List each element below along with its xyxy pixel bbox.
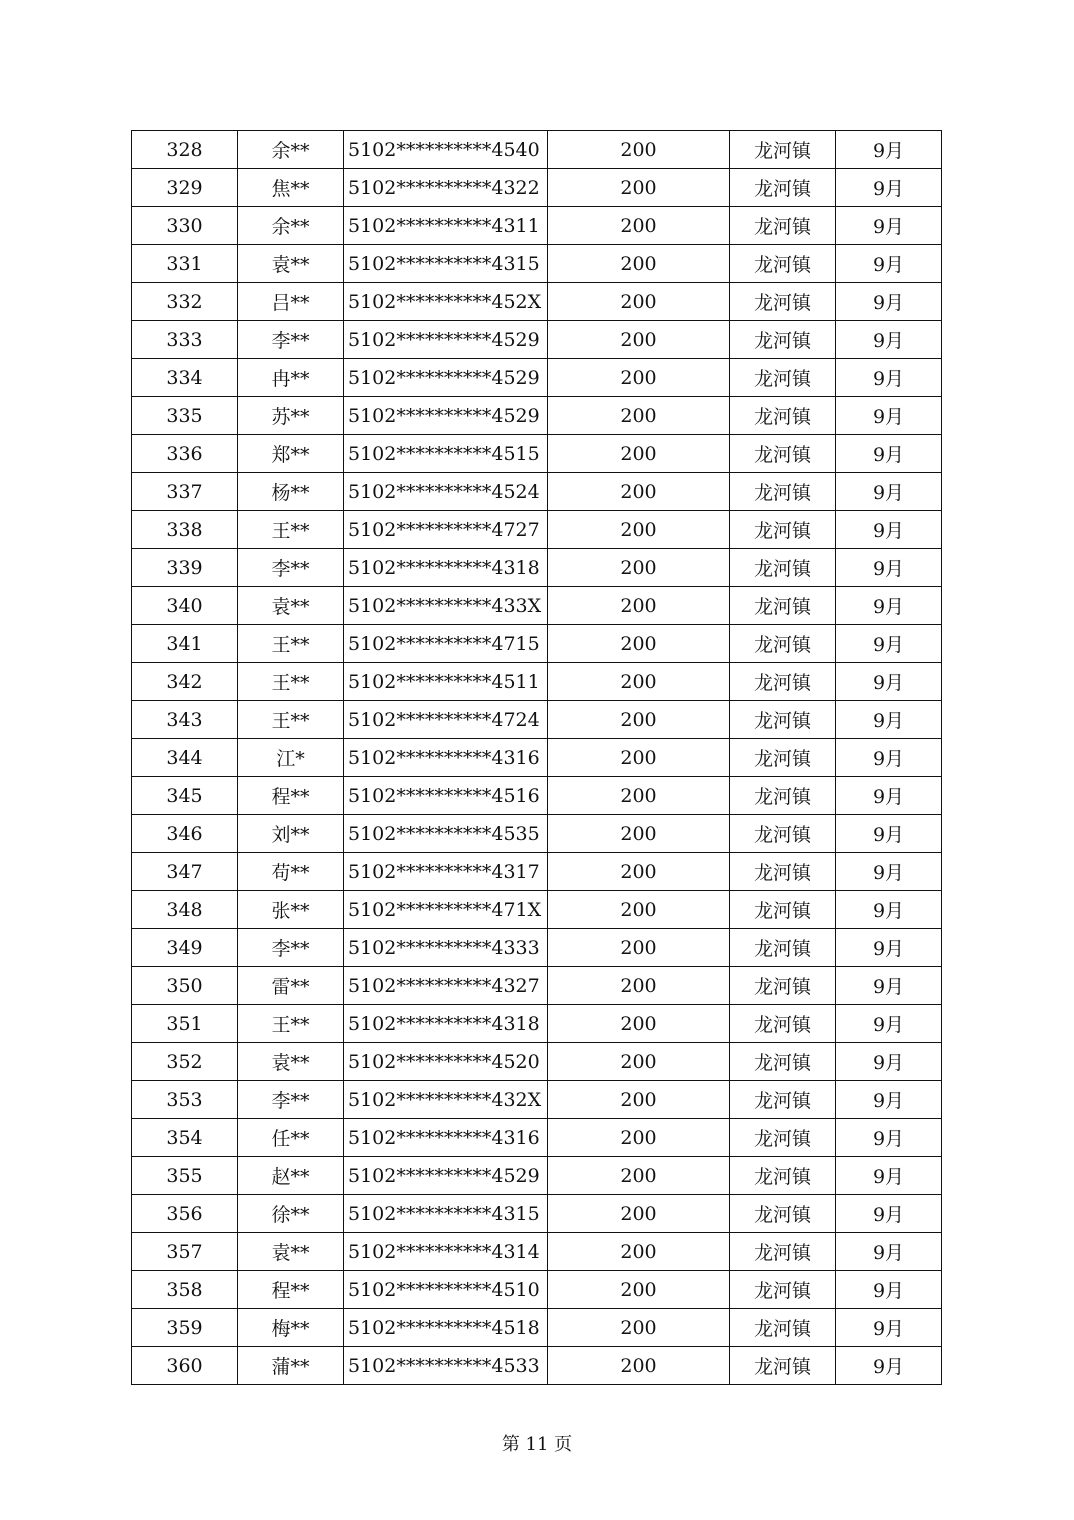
table-row [132,587,942,625]
cell-town: 龙河镇 [730,929,836,967]
cell-id-number: 5102**********4524 [344,473,548,511]
cell-town: 龙河镇 [730,1347,836,1385]
cell-amount: 200 [548,435,730,473]
table-row [132,435,942,473]
cell-serial-number: 359 [132,1309,238,1347]
cell-id-number: 5102**********4315 [344,245,548,283]
cell-month: 9月 [836,473,942,511]
table-row [132,701,942,739]
cell-town: 龙河镇 [730,1081,836,1119]
cell-amount: 200 [548,777,730,815]
cell-serial-number: 344 [132,739,238,777]
cell-amount: 200 [548,1005,730,1043]
cell-serial-number: 353 [132,1081,238,1119]
cell-month: 9月 [836,1271,942,1309]
cell-id-number: 5102**********4311 [344,207,548,245]
cell-name: 雷** [238,967,344,1005]
cell-town: 龙河镇 [730,853,836,891]
cell-name: 李** [238,321,344,359]
table-row [132,131,942,169]
cell-town: 龙河镇 [730,1043,836,1081]
page-number: 第 11 页 [501,1434,573,1455]
cell-name: 苟** [238,853,344,891]
cell-name: 吕** [238,283,344,321]
table-row [132,777,942,815]
table-row [132,321,942,359]
table-row [132,549,942,587]
cell-name: 袁** [238,245,344,283]
table-row [132,359,942,397]
cell-month: 9月 [836,1005,942,1043]
cell-name: 李** [238,549,344,587]
cell-town: 龙河镇 [730,1309,836,1347]
cell-id-number: 5102**********4314 [344,1233,548,1271]
cell-town: 龙河镇 [730,435,836,473]
cell-id-number: 5102**********4327 [344,967,548,1005]
table-row [132,1233,942,1271]
cell-amount: 200 [548,663,730,701]
cell-id-number: 5102**********4727 [344,511,548,549]
cell-town: 龙河镇 [730,1005,836,1043]
cell-name: 苏** [238,397,344,435]
table-row [132,397,942,435]
cell-amount: 200 [548,397,730,435]
cell-amount: 200 [548,245,730,283]
cell-amount: 200 [548,815,730,853]
cell-month: 9月 [836,397,942,435]
cell-serial-number: 328 [132,131,238,169]
cell-name: 江* [238,739,344,777]
cell-name: 任** [238,1119,344,1157]
cell-month: 9月 [836,739,942,777]
cell-month: 9月 [836,701,942,739]
cell-amount: 200 [548,511,730,549]
cell-town: 龙河镇 [730,587,836,625]
cell-amount: 200 [548,1157,730,1195]
cell-id-number: 5102**********471X [344,891,548,929]
cell-month: 9月 [836,815,942,853]
cell-month: 9月 [836,625,942,663]
cell-name: 李** [238,929,344,967]
cell-id-number: 5102**********4529 [344,321,548,359]
cell-id-number: 5102**********4511 [344,663,548,701]
roster-body [132,131,942,1385]
cell-id-number: 5102**********433X [344,587,548,625]
cell-id-number: 5102**********4529 [344,1157,548,1195]
cell-month: 9月 [836,663,942,701]
table-row [132,1347,942,1385]
cell-name: 王** [238,511,344,549]
cell-amount: 200 [548,1233,730,1271]
table-row [132,739,942,777]
cell-id-number: 5102**********4322 [344,169,548,207]
cell-amount: 200 [548,1195,730,1233]
cell-month: 9月 [836,1347,942,1385]
cell-name: 余** [238,207,344,245]
cell-serial-number: 345 [132,777,238,815]
cell-name: 徐** [238,1195,344,1233]
cell-id-number: 5102**********4529 [344,359,548,397]
cell-id-number: 5102**********4529 [344,397,548,435]
cell-serial-number: 329 [132,169,238,207]
table-row [132,891,942,929]
cell-amount: 200 [548,1081,730,1119]
cell-amount: 200 [548,169,730,207]
cell-town: 龙河镇 [730,321,836,359]
cell-town: 龙河镇 [730,169,836,207]
cell-town: 龙河镇 [730,739,836,777]
table-row [132,853,942,891]
cell-amount: 200 [548,1347,730,1385]
cell-amount: 200 [548,739,730,777]
cell-serial-number: 338 [132,511,238,549]
cell-serial-number: 357 [132,1233,238,1271]
cell-town: 龙河镇 [730,1157,836,1195]
cell-name: 王** [238,701,344,739]
cell-amount: 200 [548,1309,730,1347]
cell-serial-number: 342 [132,663,238,701]
cell-name: 蒲** [238,1347,344,1385]
cell-month: 9月 [836,1157,942,1195]
cell-town: 龙河镇 [730,397,836,435]
cell-town: 龙河镇 [730,207,836,245]
roster-table [131,130,942,1385]
cell-name: 袁** [238,1043,344,1081]
cell-name: 王** [238,663,344,701]
table-row [132,473,942,511]
cell-id-number: 5102**********4535 [344,815,548,853]
cell-id-number: 5102**********4518 [344,1309,548,1347]
cell-serial-number: 356 [132,1195,238,1233]
cell-amount: 200 [548,1271,730,1309]
cell-name: 梅** [238,1309,344,1347]
cell-month: 9月 [836,283,942,321]
cell-serial-number: 334 [132,359,238,397]
cell-amount: 200 [548,625,730,663]
cell-id-number: 5102**********4715 [344,625,548,663]
table-row [132,929,942,967]
cell-month: 9月 [836,321,942,359]
cell-town: 龙河镇 [730,1233,836,1271]
cell-town: 龙河镇 [730,511,836,549]
cell-id-number: 5102**********4724 [344,701,548,739]
cell-town: 龙河镇 [730,701,836,739]
cell-name: 郑** [238,435,344,473]
cell-amount: 200 [548,131,730,169]
cell-id-number: 5102**********4510 [344,1271,548,1309]
cell-month: 9月 [836,1233,942,1271]
cell-name: 张** [238,891,344,929]
table-row [132,511,942,549]
cell-id-number: 5102**********4316 [344,1119,548,1157]
cell-serial-number: 354 [132,1119,238,1157]
cell-name: 王** [238,1005,344,1043]
cell-town: 龙河镇 [730,1271,836,1309]
table-row [132,967,942,1005]
cell-town: 龙河镇 [730,549,836,587]
cell-town: 龙河镇 [730,359,836,397]
cell-name: 余** [238,131,344,169]
cell-id-number: 5102**********4318 [344,1005,548,1043]
cell-month: 9月 [836,1119,942,1157]
table-row [132,1081,942,1119]
cell-serial-number: 346 [132,815,238,853]
cell-amount: 200 [548,207,730,245]
cell-name: 程** [238,777,344,815]
cell-id-number: 5102**********4315 [344,1195,548,1233]
cell-id-number: 5102**********4520 [344,1043,548,1081]
cell-name: 焦** [238,169,344,207]
cell-serial-number: 343 [132,701,238,739]
cell-serial-number: 332 [132,283,238,321]
cell-name: 袁** [238,1233,344,1271]
cell-name: 李** [238,1081,344,1119]
cell-serial-number: 355 [132,1157,238,1195]
cell-town: 龙河镇 [730,283,836,321]
cell-serial-number: 340 [132,587,238,625]
cell-id-number: 5102**********452X [344,283,548,321]
cell-amount: 200 [548,283,730,321]
cell-serial-number: 350 [132,967,238,1005]
cell-name: 袁** [238,587,344,625]
cell-month: 9月 [836,207,942,245]
cell-serial-number: 348 [132,891,238,929]
cell-town: 龙河镇 [730,967,836,1005]
cell-month: 9月 [836,435,942,473]
cell-amount: 200 [548,473,730,511]
cell-amount: 200 [548,321,730,359]
cell-town: 龙河镇 [730,245,836,283]
cell-month: 9月 [836,853,942,891]
table-row [132,283,942,321]
cell-month: 9月 [836,891,942,929]
cell-month: 9月 [836,1309,942,1347]
cell-amount: 200 [548,1043,730,1081]
cell-town: 龙河镇 [730,815,836,853]
cell-serial-number: 349 [132,929,238,967]
cell-id-number: 5102**********4317 [344,853,548,891]
table-row [132,207,942,245]
cell-serial-number: 339 [132,549,238,587]
cell-serial-number: 341 [132,625,238,663]
cell-month: 9月 [836,777,942,815]
cell-month: 9月 [836,169,942,207]
cell-month: 9月 [836,1043,942,1081]
cell-serial-number: 330 [132,207,238,245]
cell-serial-number: 351 [132,1005,238,1043]
cell-month: 9月 [836,245,942,283]
cell-month: 9月 [836,587,942,625]
cell-month: 9月 [836,929,942,967]
cell-amount: 200 [548,853,730,891]
table-row [132,1157,942,1195]
cell-amount: 200 [548,359,730,397]
cell-town: 龙河镇 [730,891,836,929]
cell-amount: 200 [548,701,730,739]
table-row [132,1195,942,1233]
cell-name: 赵** [238,1157,344,1195]
cell-month: 9月 [836,549,942,587]
cell-serial-number: 352 [132,1043,238,1081]
cell-month: 9月 [836,131,942,169]
table-row [132,1043,942,1081]
cell-id-number: 5102**********4533 [344,1347,548,1385]
cell-town: 龙河镇 [730,625,836,663]
cell-id-number: 5102**********4333 [344,929,548,967]
cell-id-number: 5102**********4540 [344,131,548,169]
cell-amount: 200 [548,891,730,929]
cell-serial-number: 333 [132,321,238,359]
table-row [132,815,942,853]
cell-id-number: 5102**********4515 [344,435,548,473]
cell-serial-number: 337 [132,473,238,511]
cell-town: 龙河镇 [730,663,836,701]
cell-town: 龙河镇 [730,131,836,169]
cell-month: 9月 [836,511,942,549]
cell-id-number: 5102**********4318 [344,549,548,587]
table-row [132,1005,942,1043]
cell-month: 9月 [836,967,942,1005]
cell-month: 9月 [836,359,942,397]
cell-name: 程** [238,1271,344,1309]
cell-amount: 200 [548,587,730,625]
cell-amount: 200 [548,929,730,967]
table-row [132,169,942,207]
table-row [132,1271,942,1309]
cell-serial-number: 335 [132,397,238,435]
cell-serial-number: 358 [132,1271,238,1309]
table-row [132,1119,942,1157]
cell-serial-number: 336 [132,435,238,473]
cell-town: 龙河镇 [730,1119,836,1157]
cell-serial-number: 331 [132,245,238,283]
cell-name: 刘** [238,815,344,853]
cell-id-number: 5102**********432X [344,1081,548,1119]
cell-month: 9月 [836,1081,942,1119]
cell-month: 9月 [836,1195,942,1233]
cell-serial-number: 360 [132,1347,238,1385]
cell-name: 冉** [238,359,344,397]
table-row [132,245,942,283]
cell-name: 杨** [238,473,344,511]
cell-town: 龙河镇 [730,777,836,815]
table-row [132,1309,942,1347]
cell-town: 龙河镇 [730,473,836,511]
cell-id-number: 5102**********4316 [344,739,548,777]
table-row [132,625,942,663]
cell-amount: 200 [548,967,730,1005]
cell-amount: 200 [548,1119,730,1157]
cell-town: 龙河镇 [730,1195,836,1233]
table-row [132,663,942,701]
cell-id-number: 5102**********4516 [344,777,548,815]
cell-amount: 200 [548,549,730,587]
cell-serial-number: 347 [132,853,238,891]
cell-name: 王** [238,625,344,663]
